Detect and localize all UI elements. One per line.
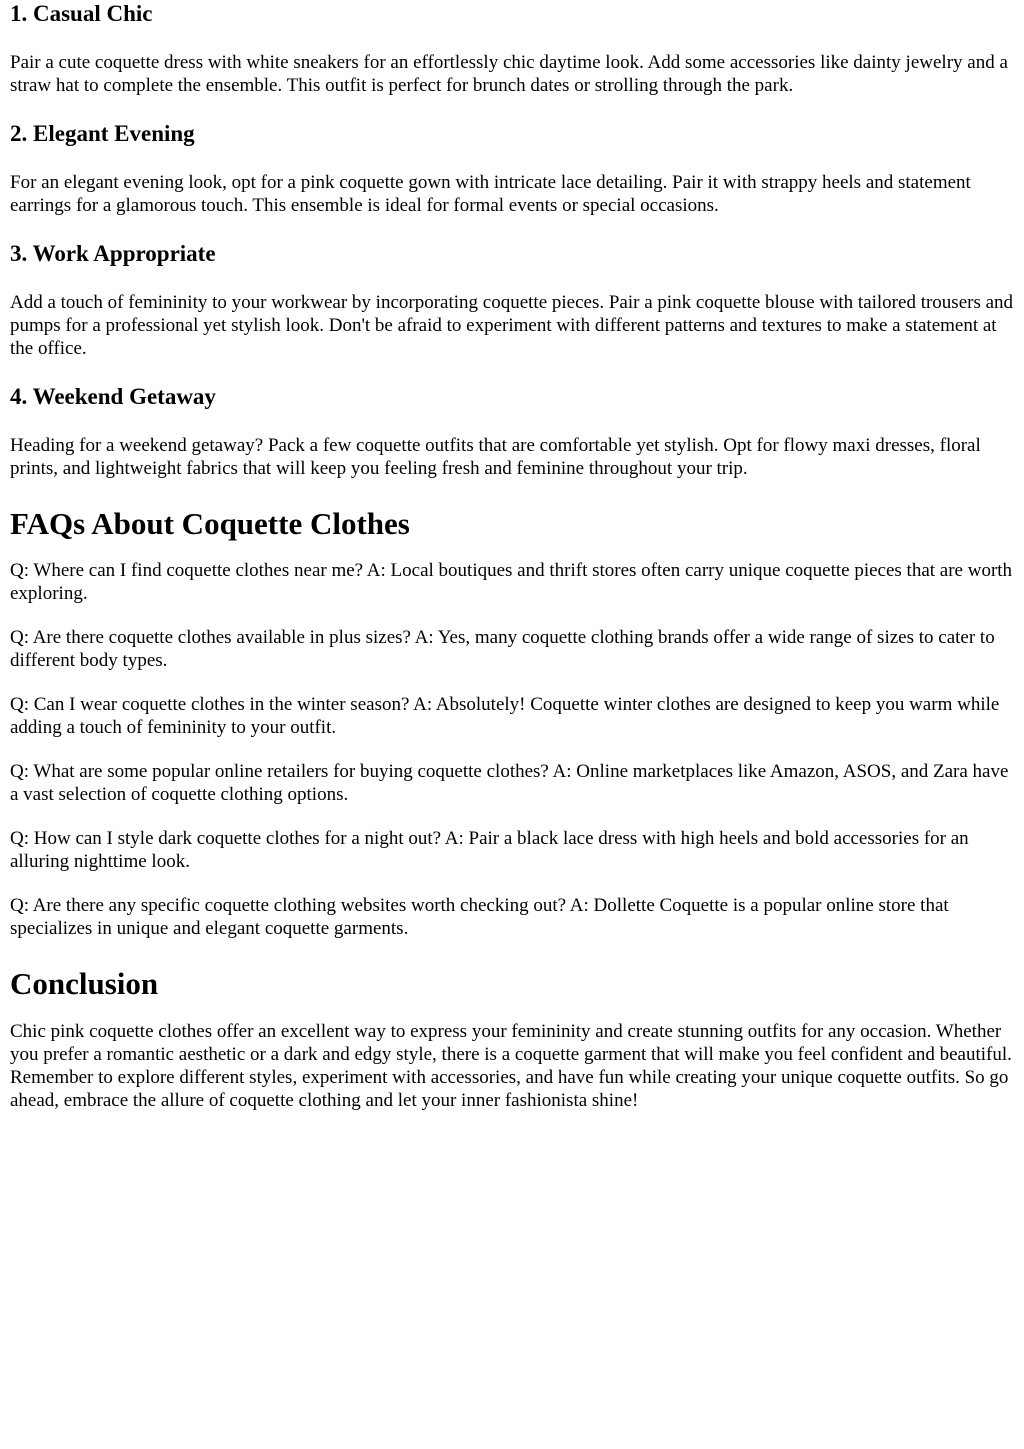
faq-item: Q: How can I style dark coquette clothes for a night out? A: Pair a black lace dress with high heels and bold accessories for an alluring nighttime look. (10, 828, 969, 872)
section-paragraph: Add a touch of femininity to your workwear by incorporating coquette pieces. Pair a pink coquette blouse with tailored trousers and pumps for a professional yet stylish look. Don't be afraid to experiment with different patterns and textures to make a statement at the office. (10, 292, 1014, 359)
faq-item: Q: Are there any specific coquette clothing websites worth checking out? A: Dollette Coquette is a popular online store that specializes in unique and elegant coquette garments. (10, 895, 949, 939)
section-heading: 1. Casual Chic (10, 1, 153, 26)
conclusion-title: Conclusion (10, 966, 159, 1001)
section-heading: 3. Work Appropriate (10, 241, 216, 266)
section-paragraph: Pair a cute coquette dress with white sneakers for an effortlessly chic daytime look. Add some accessories like dainty jewelry and a straw hat to complete the ensemble. This outfit is perfect for brunch dates or strolling through the park. (10, 52, 1008, 96)
outfit-section-work-appropriate (10, 241, 1014, 360)
section-paragraph: For an elegant evening look, opt for a pink coquette gown with intricate lace detailing. Pair it with strappy heels and statement earrings for a glamorous touch. This ensemble is ideal for formal events or special occasions. (10, 172, 971, 216)
faq-item: Q: Where can I find coquette clothes near me? A: Local boutiques and thrift stores often carry unique coquette pieces that are worth exploring. (10, 560, 1013, 604)
outfit-section-weekend-getaway (10, 384, 1014, 480)
faq-list (10, 559, 1014, 940)
outfit-section-casual-chic (10, 1, 1014, 97)
faq-item: Q: Can I wear coquette clothes in the winter season? A: Absolutely! Coquette winter clothes are designed to keep you warm while adding a touch of femininity to your outfit. (10, 694, 1000, 738)
section-heading: 2. Elegant Evening (10, 121, 195, 146)
section-heading: 4. Weekend Getaway (10, 384, 216, 409)
outfit-section-elegant-evening (10, 121, 1014, 217)
faq-title: FAQs About Coquette Clothes (10, 506, 410, 541)
section-paragraph: Heading for a weekend getaway? Pack a few coquette outfits that are comfortable yet stylish. Opt for flowy maxi dresses, floral prints, and lightweight fabrics that will keep you feeling fresh and feminine throughout your trip. (10, 435, 981, 479)
faq-item: Q: Are there coquette clothes available in plus sizes? A: Yes, many coquette clothing brands offer a wide range of sizes to cater to different body types. (10, 627, 995, 671)
faq-item: Q: What are some popular online retailers for buying coquette clothes? A: Online marketplaces like Amazon, ASOS, and Zara have a vast selection of coquette clothing options. (10, 761, 1009, 805)
conclusion-paragraph: Chic pink coquette clothes offer an excellent way to express your femininity and create stunning outfits for any occasion. Whether you prefer a romantic aesthetic or a dark and edgy style, there is a coquette garment that will make you feel confident and beautiful. Remember to explore different styles, experiment with accessories, and have fun while creating your unique coquette outfits. So go ahead, embrace the allure of coquette clothing and let your inner fashionista shine! (10, 1021, 1012, 1111)
document-page (0, 1, 1024, 1112)
